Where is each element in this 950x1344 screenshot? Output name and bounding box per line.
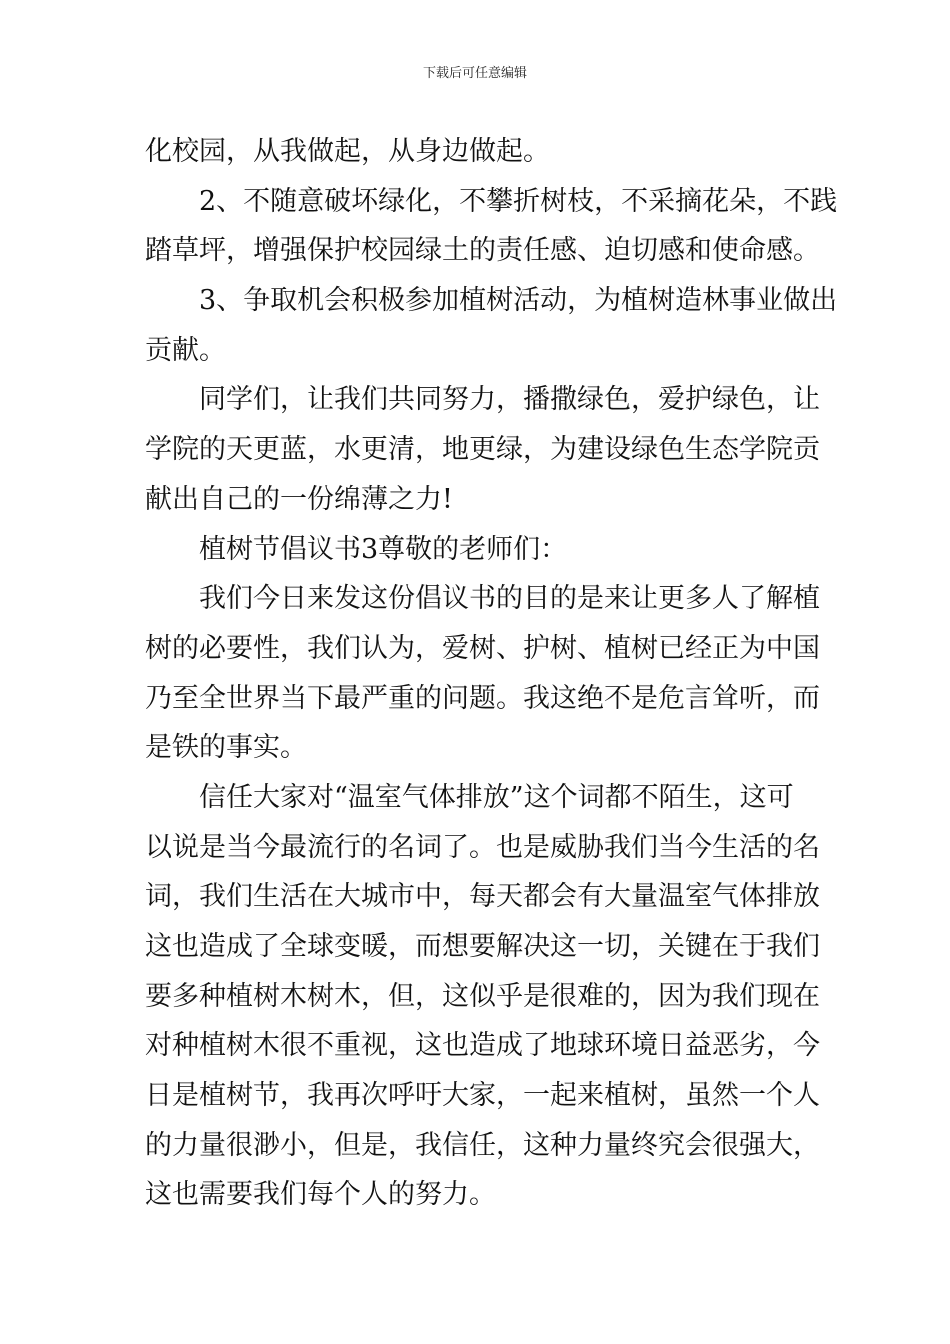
text-line: 要多种植树木树木，但，这似乎是很难的，因为我们现在	[145, 980, 820, 1012]
text-line: 对种植树木很不重视，这也造成了地球环境日益恶劣，今	[145, 1030, 820, 1062]
paragraph-start-line: 信任大家对“温室气体排放”这个词都不陌生，这可	[199, 781, 794, 813]
document-body	[145, 127, 838, 1220]
text-line: 是铁的事实。	[145, 732, 307, 764]
text-line: 这也需要我们每个人的努力。	[145, 1179, 496, 1211]
text-line: 树的必要性，我们认为，爱树、护树、植树已经正为中国	[145, 632, 820, 664]
text-line: 献出自己的一份绵薄之力!	[145, 483, 453, 515]
text-line: 化校园，从我做起，从身边做起。	[145, 136, 550, 167]
section-heading-line: 植树节倡议书3尊敬的老师们：	[199, 533, 568, 565]
text-line: 这也造成了全球变暖，而想要解决这一切，关键在于我们	[145, 931, 820, 962]
text-line: 的力量很渺小，但是，我信任，这种力量终究会很强大，	[145, 1129, 820, 1161]
paragraph-start-line: 同学们，让我们共同努力，播撒绿色，爱护绿色，让	[199, 384, 820, 416]
text-line: 乃至全世界当下最严重的问题。我这绝不是危言耸听，而	[145, 682, 820, 714]
text-line: 学院的天更蓝，水更清，地更绿，为建设绿色生态学院贡	[145, 434, 820, 466]
text-line: 词，我们生活在大城市中，每天都会有大量温室气体排放	[145, 881, 820, 913]
paragraph-start-line: 2、不随意破坏绿化，不攀折树枝，不采摘花朵，不践	[199, 185, 838, 217]
text-line: 踏草坪，增强保护校园绿土的责任感、迫切感和使命感。	[145, 235, 820, 267]
page-header: 下载后可任意编辑	[422, 66, 527, 81]
text-line: 以说是当今最流行的名词了。也是威胁我们当今生活的名	[145, 831, 820, 863]
text-line: 贡献。	[145, 334, 226, 366]
paragraph-start-line: 3、争取机会积极参加植树活动，为植树造林事业做出	[199, 285, 838, 317]
paragraph-start-line: 我们今日来发这份倡议书的目的是来让更多人了解植	[199, 583, 820, 615]
text-line: 日是植树节，我再次呼吁大家，一起来植树，虽然一个人	[145, 1080, 820, 1112]
